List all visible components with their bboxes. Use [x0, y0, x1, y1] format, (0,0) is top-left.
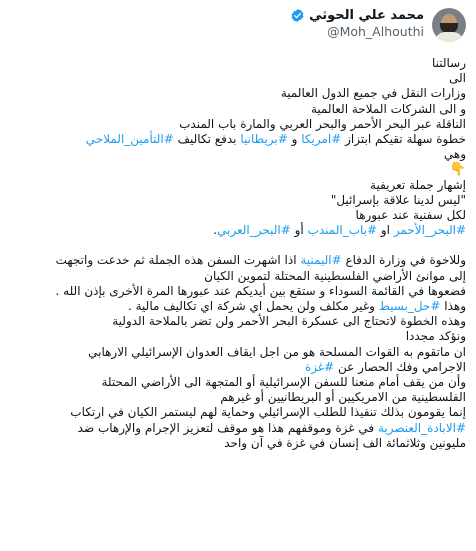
author-display-name[interactable]: محمد علي الحوثي — [309, 8, 424, 23]
tweet-line — [10, 421, 466, 436]
tweet-line — [10, 253, 466, 268]
tweet-text-segment: وللاخوة في وزارة الدفاع — [341, 253, 466, 268]
tweet-line — [10, 345, 466, 360]
author-handle[interactable]: @Moh_Alhouthi — [327, 24, 424, 39]
tweet-text-segment: مليونين وثلاثمائة الف إنسان في غزة في آن واحد — [224, 435, 466, 450]
tweet-text-segment: او — [377, 223, 394, 238]
tweet-line — [10, 238, 466, 253]
hashtag-link[interactable]: #اليمنية — [300, 253, 342, 268]
tweet-text-segment: وهذه الخطوة لاتحتاج الى عسكرة البحر الأحمر ولن تضر بالملاحة الدولية — [112, 314, 466, 329]
hashtag-link[interactable]: #التأمين_الملاحي — [85, 131, 174, 146]
hashtag-link[interactable]: #الابادة_العنصرية — [377, 420, 466, 435]
tweet-text-segment: الناقلة عبر البحر الأحمر والبحر العربي والمارة باب المندب — [179, 116, 466, 131]
tweet-text-segment: وهذا — [440, 299, 466, 313]
tweet-line — [10, 329, 466, 344]
tweet-line — [10, 314, 466, 329]
tweet-line — [10, 436, 466, 451]
avatar[interactable] — [432, 8, 466, 42]
tweet-line — [10, 375, 466, 390]
tweet-text-segment: وغير مكلف ولن يحمل اي شركة اي تكاليف مالية . — [127, 299, 379, 313]
hashtag-link[interactable]: #امريكا — [301, 131, 342, 146]
hashtag-link[interactable]: #البحر_العربي — [217, 223, 291, 238]
tweet-line — [10, 360, 466, 375]
tweet-line — [10, 56, 466, 71]
author-info — [290, 8, 424, 39]
tweet-text-segment: و — [287, 131, 302, 146]
tweet-text-segment: الفلسطينية من الامريكيين أو البريطانيين أو غيرهم — [220, 390, 466, 405]
tweet-line — [10, 405, 466, 420]
hashtag-link[interactable]: #بريطانيا — [240, 131, 288, 146]
tweet-line — [10, 390, 466, 405]
tweet-line — [10, 102, 466, 117]
tweet-text-segment: خطوة سهلة تقيكم ابتزاز — [341, 131, 466, 146]
tweet-line — [10, 71, 466, 86]
tweet-line — [10, 147, 466, 162]
tweet-line — [10, 299, 466, 314]
hashtag-link[interactable]: #حل_بسيط — [378, 299, 441, 313]
tweet-text-segment: إنما يقومون بذلك تنفيذا للطلب الإسرائيلي وحماية لهم ليستمر الكيان في ارتكاب — [70, 405, 466, 420]
tweet-text — [10, 56, 466, 451]
tweet-text-segment: في غزة وموقفهم هذا هو موقف لتعزيز الإجرام والإرهاب ضد — [77, 420, 378, 435]
tweet-line — [10, 162, 466, 177]
tweet-line — [10, 117, 466, 132]
tweet-text-segment: ونؤكد مجددا — [405, 329, 466, 344]
tweet-text-segment: الى — [449, 71, 466, 86]
tweet-text-segment: الاجرامي وفك الحصار عن — [334, 359, 466, 374]
tweet-line — [10, 269, 466, 284]
tweet-line — [10, 132, 466, 147]
verified-badge-icon — [290, 8, 305, 23]
tweet-header — [10, 8, 466, 52]
tweet-text-segment: لكل سفنية عند عبورها — [355, 207, 466, 222]
tweet-text-segment: اذا اشهرت السفن هذه الجملة ثم خدعت واتجهت — [55, 253, 301, 268]
tweet-text-segment: رسالتنا — [431, 56, 466, 70]
hashtag-link[interactable]: #البحر_الأحمر — [393, 223, 466, 238]
tweet-line — [10, 208, 466, 223]
tweet-text-segment: ان ماتقوم به القوات المسلحة هو من اجل ايقاف العدوان الإسرائيلي الارهابي — [88, 344, 466, 359]
tweet-line — [10, 193, 466, 208]
tweet-text-segment: وأن من يقف أمام منعنا للسفن الإسرائيلية أو المتجهة الى الأراضي المحتلة — [101, 374, 466, 389]
tweet-text-segment: و الى الشركات الملاحة العالمية — [310, 101, 466, 116]
tweet-text-segment: فضعوها في القائمة السوداء و ستقع بين أيديكم عند عبورها المرة الأخرى بإذن الله . — [55, 283, 466, 298]
tweet-text-segment: . — [213, 223, 217, 238]
hashtag-link[interactable]: #غزة — [304, 359, 335, 374]
pointing-down-emoji: 👇 — [449, 162, 466, 178]
tweet-text-segment: إشهار جملة تعريفية — [370, 177, 466, 192]
tweet-line — [10, 223, 466, 238]
tweet-text-segment: وزارات النقل في جميع الدول العالمية — [280, 86, 466, 101]
tweet-text-segment: بدفع تكاليف — [173, 131, 241, 146]
tweet-line — [10, 178, 466, 193]
tweet-line — [10, 86, 466, 101]
hashtag-link[interactable]: #باب_المندب — [307, 223, 378, 238]
tweet-line — [10, 284, 466, 299]
tweet-text-segment: وهي — [443, 147, 466, 162]
tweet-text-segment: أو — [290, 223, 308, 238]
tweet-text-segment: "ليس لدينا علاقة بإسرائيل" — [330, 192, 466, 207]
tweet-text-segment: إلى موانئ الأراضي الفلسطينية المحتلة لتموين الكيان — [204, 268, 466, 283]
